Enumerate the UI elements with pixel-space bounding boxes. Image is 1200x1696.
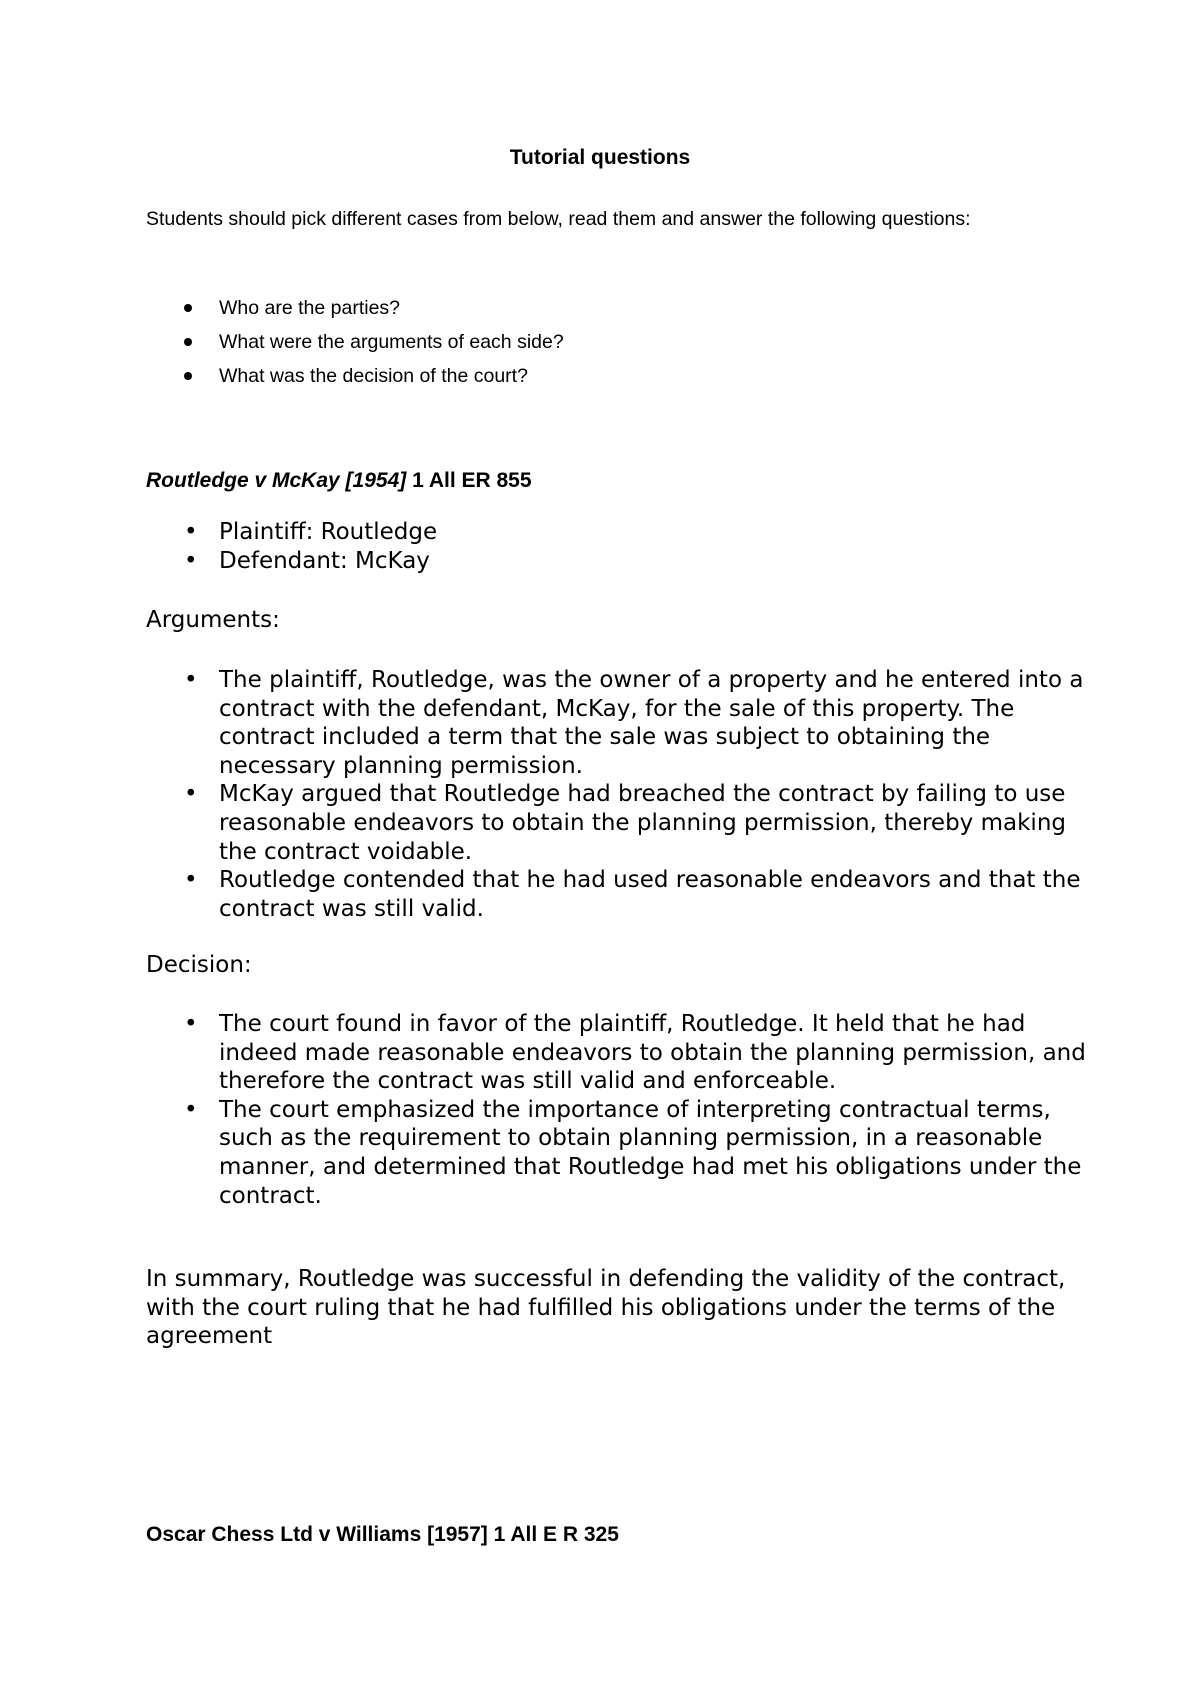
decision-heading: Decision: [146, 952, 252, 978]
arguments-heading: Arguments: [146, 607, 280, 633]
list-item: What were the arguments of each side? [146, 325, 564, 359]
list-item: • The court found in favor of the plaintiff, Routledge. It held that he had indeed made reasonable endeavors to obtain the planning permission, and therefore the contract was still valid and enforceable. [146, 1010, 1086, 1096]
decision-list [146, 1010, 1086, 1210]
list-item: • The court emphasized the importance of interpreting contractual terms, such as the requirement to obtain planning permission, in a reasonable manner, and determined that Routledge had met his obligations under the contract. [146, 1096, 1086, 1210]
list-item: What was the decision of the court? [146, 359, 564, 393]
list-item: • Plaintiff: Routledge [146, 518, 437, 547]
question-list [146, 291, 564, 393]
list-item: • McKay argued that Routledge had breached the contract by failing to use reasonable endeavors to obtain the planning permission, thereby making the contract voidable. [146, 780, 1086, 866]
case-heading [146, 466, 532, 496]
list-item: • Defendant: McKay [146, 547, 437, 576]
case-citation: 1 All ER 855 [406, 469, 532, 492]
arguments-list [146, 666, 1086, 923]
intro-paragraph: Students should pick different cases from below, read them and answer the following questions: [146, 208, 971, 230]
summary-paragraph: In summary, Routledge was successful in defending the validity of the contract, with the court ruling that he had fulfilled his obligations under the terms of the agreement [146, 1266, 1066, 1350]
list-item: Who are the parties? [146, 291, 564, 325]
list-item: • The plaintiff, Routledge, was the owner of a property and he entered into a contract with the defendant, McKay, for the sale of this property. The contract included a term that the sale was subject to obtaining the necessary planning permission. [146, 666, 1086, 780]
list-item: • Routledge contended that he had used reasonable endeavors and that the contract was still valid. [146, 866, 1086, 923]
page-title: Tutorial questions [509, 146, 691, 169]
case-name: Routledge v McKay [1954] [146, 469, 407, 492]
parties-list [146, 518, 437, 575]
case-heading-2: Oscar Chess Ltd v Williams [1957] 1 All E R 325 [146, 1523, 619, 1546]
